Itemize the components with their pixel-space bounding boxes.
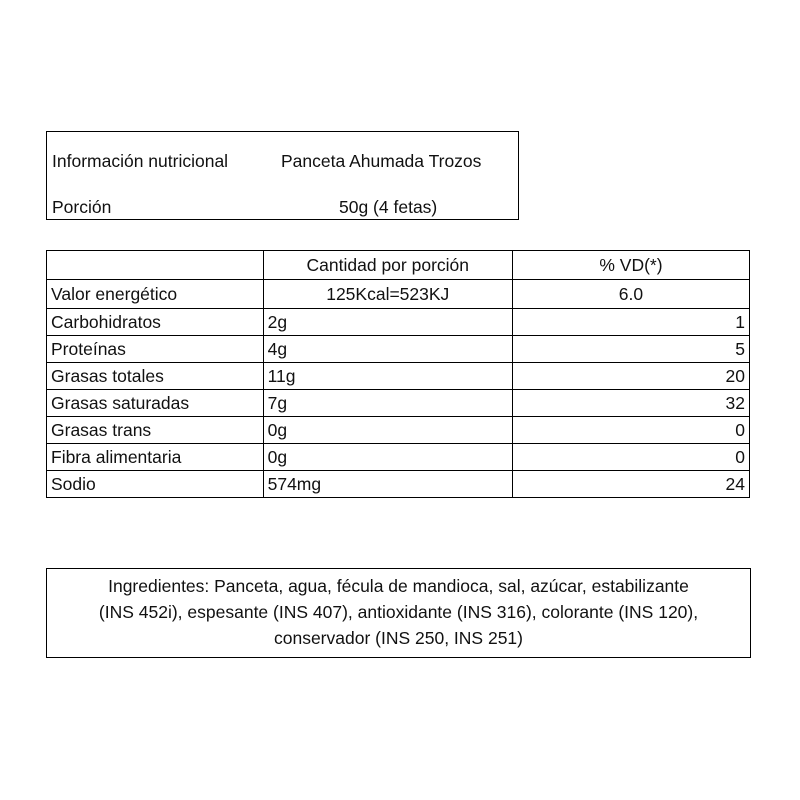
- nutrient-vd: 0: [512, 444, 749, 471]
- nutrition-table: [46, 250, 750, 498]
- nutrient-name: Valor energético: [47, 280, 264, 309]
- nutrient-vd: 6.0: [512, 280, 749, 309]
- header-cell-vd: % VD(*): [512, 251, 749, 280]
- nutrition-info-label: Información nutricional: [52, 151, 229, 171]
- nutrient-amount: 0g: [263, 417, 512, 444]
- nutrient-amount: 574mg: [263, 471, 512, 498]
- ingredients-line: (INS 452i), espesante (INS 407), antioxidante (INS 316), colorante (INS 120),: [98, 602, 699, 622]
- nutrient-vd: 1: [512, 309, 749, 336]
- table-row: [47, 336, 750, 363]
- nutrient-name: Grasas totales: [47, 363, 264, 390]
- nutrient-name: Sodio: [47, 471, 264, 498]
- table-row: [47, 309, 750, 336]
- table-row: [47, 363, 750, 390]
- nutrient-amount: 2g: [263, 309, 512, 336]
- nutrient-name: Grasas trans: [47, 417, 264, 444]
- nutrient-name: Grasas saturadas: [47, 390, 264, 417]
- table-row: [47, 390, 750, 417]
- table-row: [47, 444, 750, 471]
- ingredients-line: Ingredientes: Panceta, agua, fécula de mandioca, sal, azúcar, estabilizante: [108, 576, 689, 596]
- ingredients-box: [46, 568, 751, 658]
- table-row-energy: [47, 280, 750, 309]
- portion-value: 50g (4 fetas): [339, 197, 438, 217]
- nutrient-name: Fibra alimentaria: [47, 444, 264, 471]
- nutrient-amount: 4g: [263, 336, 512, 363]
- table-row: [47, 417, 750, 444]
- nutrient-vd: 5: [512, 336, 749, 363]
- nutrient-vd: 32: [512, 390, 749, 417]
- header-cell-empty: [47, 251, 264, 280]
- table-row: [47, 471, 750, 498]
- nutrition-header-box: [46, 131, 519, 220]
- nutrient-amount: 0g: [263, 444, 512, 471]
- nutrient-amount: 11g: [263, 363, 512, 390]
- nutrient-name: Carbohidratos: [47, 309, 264, 336]
- portion-label: Porción: [52, 197, 112, 217]
- nutrient-vd: 20: [512, 363, 749, 390]
- ingredients-line: conservador (INS 250, INS 251): [273, 628, 523, 648]
- table-header-row: [47, 251, 750, 280]
- nutrient-amount: 7g: [263, 390, 512, 417]
- product-name: Panceta Ahumada Trozos: [281, 151, 482, 171]
- nutrient-vd: 24: [512, 471, 749, 498]
- nutrient-name: Proteínas: [47, 336, 264, 363]
- header-cell-amount: Cantidad por porción: [263, 251, 512, 280]
- nutrient-vd: 0: [512, 417, 749, 444]
- nutrient-amount: 125Kcal=523KJ: [263, 280, 512, 309]
